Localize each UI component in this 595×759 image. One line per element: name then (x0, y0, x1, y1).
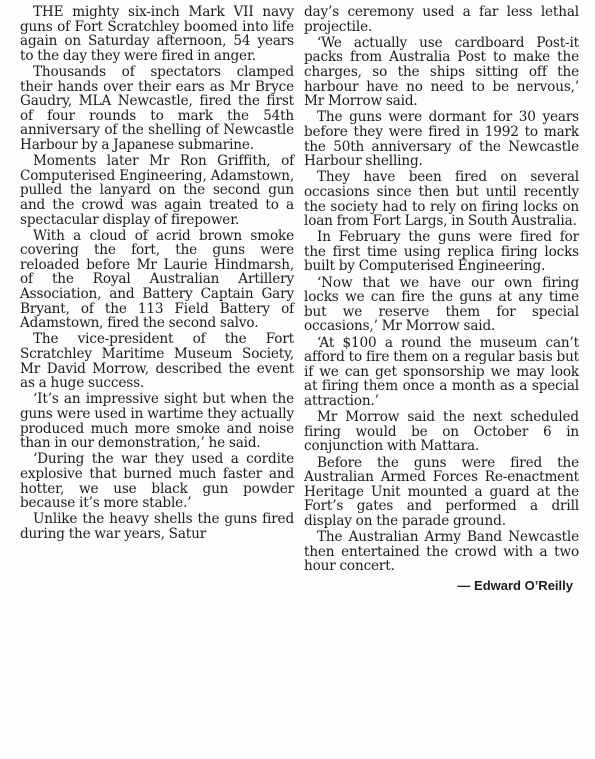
author-byline: — Edward O’Reilly (457, 577, 573, 593)
paragraph-5: The vice-president of the Fort Scratchley Maritime Museum Society, Mr David Morrow, described the event as a huge success. (20, 331, 294, 392)
paragraph-12: They have been fired on several occasions since then but until recently the society had to rely on firing locks on loan from Fort Largs, in South Australia. (304, 169, 579, 230)
paragraph-16: Mr Morrow said the next scheduled firing would be on October 6 in conjunction with Mattara. (304, 409, 579, 455)
paragraph-3: Moments later Mr Ron Griffith, of Computerised Engineering, Adamstown, pulled the lanyard on the second gun and the crowd was again treated to a spectacular display of firepower. (20, 153, 294, 228)
paragraph-8: Unlike the heavy shells the guns fired during the war years, Satur (20, 511, 294, 542)
paragraph-4: With a cloud of acrid brown smoke covering the fort, the guns were reloaded before Mr Laurie Hindmarsh, of the Royal Australian Artillery Association, and Battery Captain Gary Bryant, of the 113 Field Battery of Adamstown, fired the second salvo. (20, 227, 294, 332)
paragraph-1: THE mighty six-inch Mark VII navy guns of Fort Scratchley boomed into life again on Saturday afternoon, 54 years to the day they were fired in anger. (20, 4, 294, 64)
paragraph-11: The guns were dormant for 30 years before they were fired in 1992 to mark the 50th anniversary of the Newcastle Harbour shelling. (304, 109, 579, 170)
paragraph-7: ‘During the war they used a cordite explosive that burned much faster and hotter, we use black gun powder because it’s more stable.’ (20, 451, 294, 512)
paragraph-15: ‘At $100 a round the museum can’t afford to fire them on a regular basis but if we can get sponsorship we may look at firing them once a month as a special attraction.’ (304, 334, 579, 409)
article-column-right (304, 5, 579, 593)
article-column-left (20, 5, 294, 543)
paragraph-10: ‘We actually use cardboard Post-it packs from Australia Post to make the charges, so the ships sitting off the harbour have no need to be nervous,’ Mr Morrow said. (304, 34, 579, 110)
paragraph-2: Thousands of spectators clamped their hands over their ears as Mr Bryce Gaudry, MLA Newcastle, fired the first of four rounds to mark the 54th anniversary of the shelling of Newcastle Harbour by a Japanese submarine. (20, 63, 294, 153)
paragraph-17: Before the guns were fired the Australian Armed Forces Re-enactment Heritage Unit mounted a guard at the Fort’s gates and performed a drill display on the parade ground. (304, 454, 579, 529)
paragraph-6: ‘It’s an impressive sight but when the guns were used in wartime they actually produced much more smoke and noise than in our demonstration,’ he said. (20, 391, 294, 452)
paragraph-18: The Australian Army Band Newcastle then entertained the crowd with a two hour concert. (304, 529, 579, 575)
paragraph-14: ‘Now that we have our own firing locks we can fire the guns at any time but we reserve them for special occasions,’ Mr Morrow said. (304, 274, 579, 335)
paragraph-9: day’s ceremony used a far less lethal projectile. (304, 4, 579, 35)
paragraph-13: In February the guns were fired for the first time using replica firing locks built by Computerised Engineering. (304, 229, 579, 275)
